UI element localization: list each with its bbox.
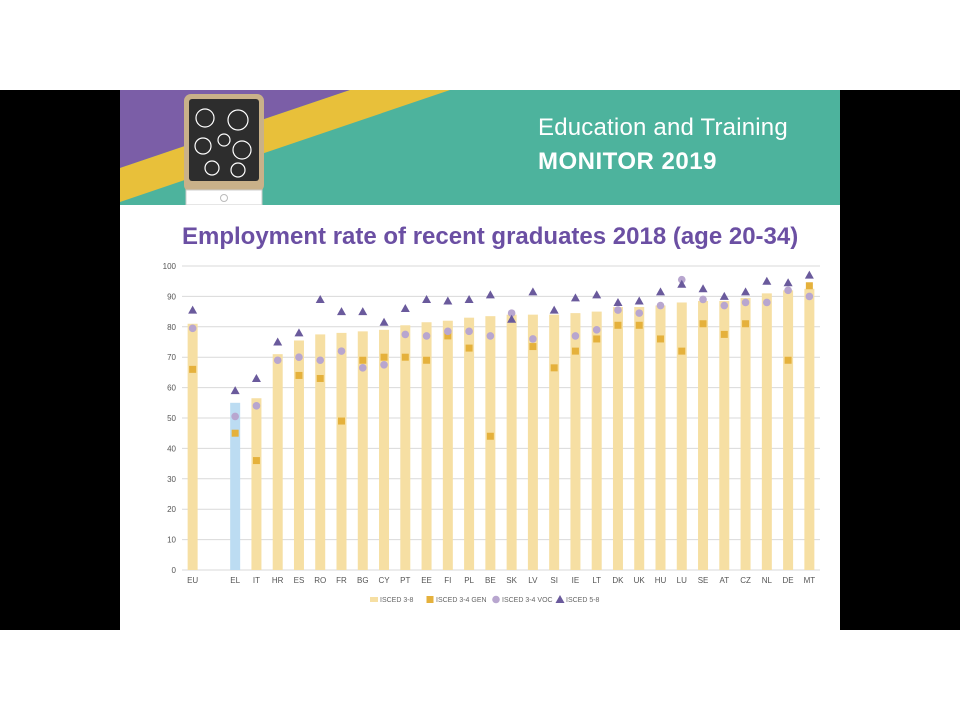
square-marker (295, 372, 302, 379)
square-marker (381, 354, 388, 361)
circle-marker (295, 353, 303, 361)
x-tick-label: LT (592, 576, 602, 585)
bar (273, 354, 283, 570)
square-marker (678, 348, 685, 355)
circle-marker (423, 332, 431, 340)
x-tick-label: SK (506, 576, 517, 585)
banner-subtitle: MONITOR 2019 (538, 148, 717, 175)
bar (613, 307, 623, 570)
bar (188, 324, 198, 570)
triangle-marker (805, 271, 814, 279)
x-tick-label: CZ (740, 576, 751, 585)
triangle-marker (571, 293, 580, 301)
y-tick-label: 70 (167, 353, 176, 363)
circle-marker (721, 302, 729, 310)
legend-label: ISCED 5-8 (566, 597, 600, 604)
y-tick-label: 80 (167, 322, 176, 332)
chart-title: Employment rate of recent graduates 2018 (age 20-34) (182, 223, 799, 250)
triangle-marker (358, 307, 367, 315)
circle-marker (231, 413, 239, 421)
x-tick-label: MT (803, 576, 816, 585)
square-marker (806, 282, 813, 289)
square-marker (529, 343, 536, 350)
circle-marker (614, 306, 622, 314)
x-tick-label: EU (187, 576, 199, 585)
circle-marker (316, 356, 324, 364)
square-marker (402, 354, 409, 361)
x-tick-label: HU (654, 576, 667, 585)
triangle-marker (635, 296, 644, 304)
bar (549, 315, 559, 570)
y-tick-label: 30 (167, 474, 176, 484)
square-marker (593, 335, 600, 342)
triangle-marker (401, 304, 410, 312)
chart-area (120, 90, 840, 630)
circle-marker (338, 347, 346, 355)
bar (443, 321, 453, 570)
square-marker (700, 320, 707, 327)
square-marker (742, 320, 749, 327)
bar (783, 290, 793, 570)
bar (230, 403, 240, 570)
bar (507, 315, 517, 570)
circle-marker (444, 328, 452, 336)
circle-marker (465, 328, 473, 336)
circle-marker (806, 293, 814, 301)
triangle-marker (613, 298, 622, 306)
triangle-marker (294, 328, 303, 336)
x-tick-label: NL (761, 576, 772, 585)
triangle-marker (741, 287, 750, 295)
circle-marker (359, 364, 367, 372)
circle-marker (699, 296, 707, 304)
triangle-marker (762, 277, 771, 285)
slide (120, 90, 840, 630)
x-tick-label: DK (612, 576, 624, 585)
bar (315, 334, 325, 570)
square-marker (614, 322, 621, 329)
y-tick-label: 90 (167, 292, 176, 302)
bar (485, 316, 495, 570)
legend-circle-swatch (492, 596, 500, 604)
legend-square-swatch (427, 596, 434, 603)
legend-bar-swatch (370, 597, 378, 602)
circle-marker (635, 309, 643, 317)
x-tick-label: UK (633, 576, 645, 585)
bar (698, 301, 708, 570)
square-marker (636, 322, 643, 329)
x-tick-label: BG (356, 576, 369, 585)
triangle-marker (188, 306, 197, 314)
x-tick-label: LV (528, 576, 538, 585)
triangle-marker (337, 307, 346, 315)
circle-marker (274, 356, 282, 364)
y-tick-label: 60 (167, 383, 176, 393)
triangle-marker (550, 306, 559, 314)
square-marker (338, 418, 345, 425)
bar (804, 289, 814, 570)
triangle-marker (486, 290, 495, 298)
y-tick-label: 40 (167, 444, 176, 454)
triangle-marker (592, 290, 601, 298)
bar (762, 293, 772, 570)
x-tick-label: PL (464, 576, 474, 585)
circle-marker (593, 326, 601, 334)
x-tick-label: SI (550, 576, 558, 585)
square-marker (785, 357, 792, 364)
y-tick-label: 0 (171, 566, 176, 575)
square-marker (189, 366, 196, 373)
y-tick-label: 10 (167, 535, 176, 545)
x-tick-label: SE (697, 576, 709, 585)
x-tick-label: ES (293, 576, 305, 585)
circle-marker (189, 325, 197, 333)
x-tick-label: LU (676, 576, 687, 585)
square-marker (253, 457, 260, 464)
square-marker (657, 335, 664, 342)
circle-marker (572, 332, 580, 340)
x-tick-label: CY (378, 576, 390, 585)
square-marker (359, 357, 366, 364)
bar (677, 302, 687, 570)
square-marker (721, 331, 728, 338)
x-tick-label: AT (719, 576, 730, 585)
y-tick-label: 100 (162, 262, 176, 271)
x-tick-label: IE (571, 576, 580, 585)
y-tick-label: 50 (167, 414, 176, 423)
x-tick-label: EE (421, 576, 432, 585)
triangle-marker (528, 287, 537, 295)
circle-marker (487, 332, 495, 340)
square-marker (572, 348, 579, 355)
triangle-marker (380, 318, 389, 326)
triangle-marker (252, 374, 261, 382)
bar (400, 325, 410, 570)
legend-triangle-swatch (556, 595, 565, 603)
y-tick-label: 20 (167, 505, 176, 515)
circle-marker (529, 335, 537, 343)
bar (592, 312, 602, 570)
triangle-marker (443, 296, 452, 304)
x-tick-label: RO (314, 576, 327, 585)
circle-marker (657, 302, 665, 310)
x-tick-label: BE (485, 576, 496, 585)
bar (656, 306, 666, 570)
triangle-marker (273, 338, 282, 346)
bar (337, 333, 347, 570)
square-marker (232, 430, 239, 437)
circle-marker (380, 361, 388, 369)
bar (719, 301, 729, 570)
square-marker (551, 364, 558, 371)
circle-marker (742, 299, 750, 307)
triangle-marker (784, 278, 793, 286)
legend-label: ISCED 3-4 VOC (502, 597, 553, 604)
circle-marker (402, 331, 410, 339)
bar (741, 298, 751, 570)
x-tick-label: DE (782, 576, 794, 585)
bar (464, 318, 474, 570)
x-tick-label: FR (336, 576, 347, 585)
square-marker (317, 375, 324, 382)
bar (634, 307, 644, 570)
legend-label: ISCED 3-4 GEN (436, 597, 487, 604)
circle-marker (784, 287, 792, 295)
x-tick-label: HR (271, 576, 284, 585)
triangle-marker (699, 284, 708, 292)
square-marker (423, 357, 430, 364)
legend-label: ISCED 3-8 (380, 597, 414, 604)
x-tick-label: IT (252, 576, 260, 585)
bar (528, 315, 538, 570)
x-tick-label: FI (444, 576, 452, 585)
bar (251, 398, 261, 570)
circle-marker (763, 299, 771, 307)
triangle-marker (656, 287, 665, 295)
x-tick-label: EL (230, 576, 241, 585)
banner-title: Education and Training (538, 114, 788, 141)
circle-marker (253, 402, 261, 410)
x-tick-label: PT (400, 576, 411, 585)
square-marker (466, 345, 473, 352)
square-marker (487, 433, 494, 440)
